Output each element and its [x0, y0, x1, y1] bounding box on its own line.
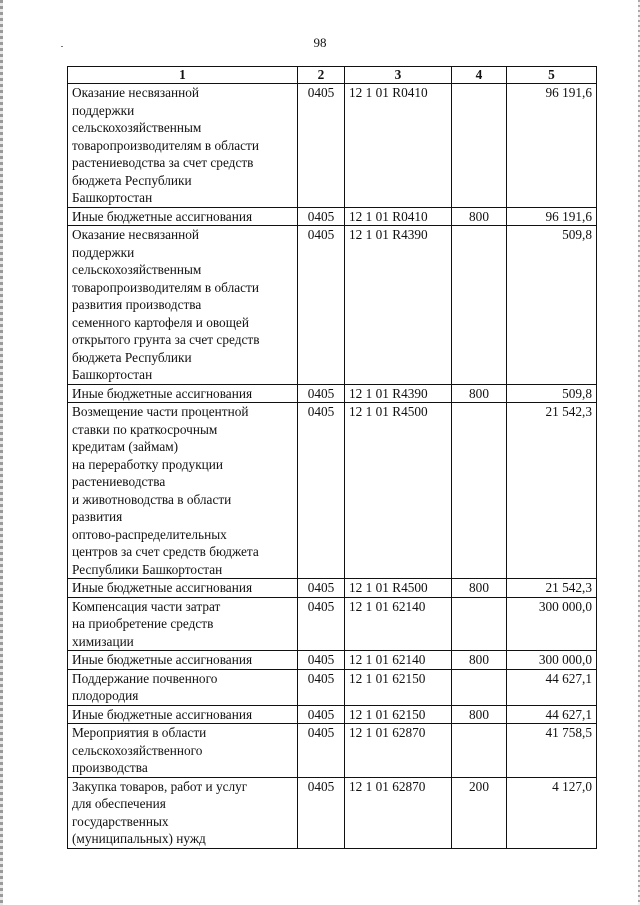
row-target-article-cell: 12 1 01 R0410 [345, 84, 452, 208]
row-name-cell: Закупка товаров, работ и услуг для обеспечения государственных (муниципальных) нужд [68, 777, 298, 848]
row-section-code-cell: 0405 [298, 669, 345, 705]
table-row [68, 705, 597, 724]
row-section-code-cell: 0405 [298, 207, 345, 226]
row-name-cell: Иные бюджетные ассигнования [68, 384, 298, 403]
column-header-2: 2 [298, 67, 345, 84]
row-target-article-cell: 12 1 01 62140 [345, 597, 452, 651]
row-target-article-cell: 12 1 01 62140 [345, 651, 452, 670]
table-row [68, 669, 597, 705]
column-header-5: 5 [507, 67, 597, 84]
row-amount-cell: 96 191,6 [507, 84, 597, 208]
row-section-code-cell: 0405 [298, 384, 345, 403]
row-expense-type-cell [452, 669, 507, 705]
row-name-cell: Иные бюджетные ассигнования [68, 207, 298, 226]
row-amount-cell: 21 542,3 [507, 403, 597, 579]
scan-left-edge [0, 0, 3, 905]
table-body [68, 84, 597, 849]
row-target-article-cell: 12 1 01 62870 [345, 724, 452, 778]
row-name-cell: Мероприятия в области сельскохозяйственного производства [68, 724, 298, 778]
table-row [68, 777, 597, 848]
row-section-code-cell: 0405 [298, 403, 345, 579]
row-expense-type-cell: 800 [452, 651, 507, 670]
row-amount-cell: 96 191,6 [507, 207, 597, 226]
row-expense-type-cell: 800 [452, 384, 507, 403]
page-number: 98 [313, 35, 327, 50]
row-amount-cell: 21 542,3 [507, 579, 597, 598]
column-header-3: 3 [345, 67, 452, 84]
row-name-cell: Поддержание почвенного плодородия [68, 669, 298, 705]
row-expense-type-cell: 800 [452, 207, 507, 226]
budget-table [67, 66, 597, 849]
table-header-row [68, 67, 597, 84]
column-header-1: 1 [68, 67, 298, 84]
table-row [68, 597, 597, 651]
row-target-article-cell: 12 1 01 R0410 [345, 207, 452, 226]
row-section-code-cell: 0405 [298, 579, 345, 598]
table-row [68, 579, 597, 598]
row-target-article-cell: 12 1 01 62870 [345, 777, 452, 848]
row-target-article-cell: 12 1 01 R4390 [345, 384, 452, 403]
table-row [68, 384, 597, 403]
row-section-code-cell: 0405 [298, 777, 345, 848]
table-row [68, 403, 597, 579]
row-amount-cell: 4 127,0 [507, 777, 597, 848]
row-expense-type-cell: 800 [452, 705, 507, 724]
row-amount-cell: 300 000,0 [507, 651, 597, 670]
row-section-code-cell: 0405 [298, 597, 345, 651]
row-amount-cell: 509,8 [507, 384, 597, 403]
row-target-article-cell: 12 1 01 62150 [345, 669, 452, 705]
row-name-cell: Иные бюджетные ассигнования [68, 651, 298, 670]
row-section-code-cell: 0405 [298, 226, 345, 385]
row-name-cell: Оказание несвязанной поддержки сельскохозяйственным товаропроизводителям в области растениеводства за счет средств бюджета Республики Башкортостан [68, 84, 298, 208]
row-section-code-cell: 0405 [298, 651, 345, 670]
row-expense-type-cell [452, 724, 507, 778]
row-target-article-cell: 12 1 01 62150 [345, 705, 452, 724]
row-amount-cell: 44 627,1 [507, 705, 597, 724]
row-amount-cell: 509,8 [507, 226, 597, 385]
table-row [68, 226, 597, 385]
row-name-cell: Оказание несвязанной поддержки сельскохозяйственным товаропроизводителям в области развития производства семенного картофеля и овощей открытого грунта за счет средств бюджета Республики Башкортостан [68, 226, 298, 385]
row-expense-type-cell [452, 84, 507, 208]
row-target-article-cell: 12 1 01 R4390 [345, 226, 452, 385]
row-section-code-cell: 0405 [298, 724, 345, 778]
row-expense-type-cell: 800 [452, 579, 507, 598]
row-amount-cell: 300 000,0 [507, 597, 597, 651]
row-name-cell: Возмещение части процентной ставки по краткосрочным кредитам (займам) на переработку продукции растениеводства и животноводства в области развития оптово-распределительных центров за счет средств бюджета Республики Башкортостан [68, 403, 298, 579]
row-expense-type-cell [452, 597, 507, 651]
table-row [68, 84, 597, 208]
row-expense-type-cell: 200 [452, 777, 507, 848]
row-name-cell: Компенсация части затрат на приобретение средств химизации [68, 597, 298, 651]
row-amount-cell: 41 758,5 [507, 724, 597, 778]
row-section-code-cell: 0405 [298, 705, 345, 724]
row-expense-type-cell [452, 226, 507, 385]
column-header-4: 4 [452, 67, 507, 84]
row-name-cell: Иные бюджетные ассигнования [68, 579, 298, 598]
row-target-article-cell: 12 1 01 R4500 [345, 403, 452, 579]
row-expense-type-cell [452, 403, 507, 579]
row-name-cell: Иные бюджетные ассигнования [68, 705, 298, 724]
table-row [68, 651, 597, 670]
row-amount-cell: 44 627,1 [507, 669, 597, 705]
table-row [68, 724, 597, 778]
table-row [68, 207, 597, 226]
row-target-article-cell: 12 1 01 R4500 [345, 579, 452, 598]
row-section-code-cell: 0405 [298, 84, 345, 208]
